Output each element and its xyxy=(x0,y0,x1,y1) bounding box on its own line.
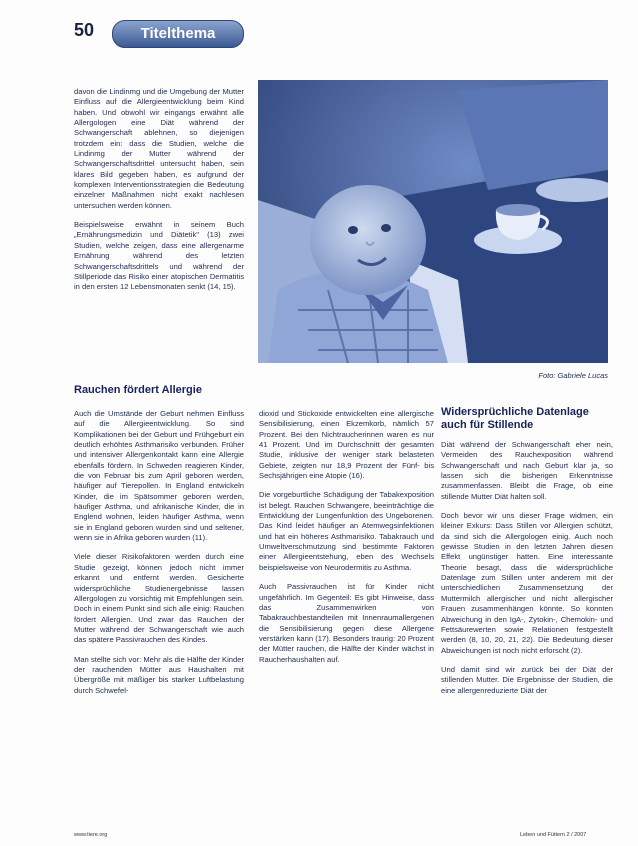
heading-rauchen: Rauchen fördert Allergie xyxy=(74,384,202,396)
section-pill xyxy=(112,20,244,48)
section-title: Titelthema xyxy=(140,25,216,42)
paragraph: dioxid und Stickoxide entwickelten eine allergische Sensibilisierung, einen Ekzemkorb, nämlich 57 Prozent. Bei den Nichtraucherinnen waren es nur 41 Prozent. Und im Durchschnitt der gesamten Studie, inklusive der weniger stark belasteten Gebiete, zeigten nur 18,9 Prozent der Fünf- bis Sechsjährigen eine Atopie (16). xyxy=(259,409,434,481)
column-2 xyxy=(259,409,434,674)
column-1-bottom xyxy=(74,409,244,705)
column-1-top xyxy=(74,87,244,302)
photo-credit: Foto: Gabriele Lucas xyxy=(538,371,608,380)
heading-datenlage: Widersprüchliche Datenlage auch für Stillende xyxy=(441,406,589,431)
paragraph: Die vorgeburtliche Schädigung der Tabakexposition ist belegt. Rauchen Schwangere, beeinträchtige die Entwicklung der Lungenfunktion des Ungeborenen. Das Kind leidet häufiger an Atemwegsinfektionen und hat ein höheres Asthmarisiko. Tabakrauch und Umweltverschmutzung sind bestimmte Faktoren einer Allergieentstehung, eben des Wechsels beispielsweise von Neurodermitis zu Asthma. xyxy=(259,490,434,572)
paragraph: davon die Lindinmg und die Umgebung der Mutter Einfluss auf die Allergieentwicklung beim Kind haben. Und obwohl wir eingangs erwähnt alle Allergologen eine Diät während der Schwangerschaft ablehnen, so diejenigen trotzdem ein: dass die Studien, welche die Lindinmg der Mutter während der Schwangerschaftsdrittel untersucht haben, sein klares Bild gegeben haben, es aufgrund der komplexen Interventionsstrategien die Bedeutung einzelner Maßnahmen nicht exakt nachlesen untersuchen werden können. xyxy=(74,87,244,210)
paragraph: Doch bevor wir uns dieser Frage widmen, ein kleiner Exkurs: Dass Stillen vor Allergien schützt, da sind sich die Allergologen einig. Auch noch gewisse Studien in den letzten Jahren diesen Effekt ungünstiger hatten. Eine interessante Theorie besagt, dass die widersprüchliche Datenlage zum Stillen unter anderem mit der unterschiedlichen Zusammensetzung der Muttermilch allergischer und nicht allergischer Frauen zusammenhängen könnte. So konnten Abweichung in den IgA-, Zytokin-, Chemokin- und Fettsäurewerten sowie Relationen festgestellt werden (8, 10, 20, 21, 22). Die Bedeutung dieser Abweichungen ist noch nicht erforscht (2). xyxy=(441,511,613,655)
paragraph: Auch die Umstände der Geburt nehmen Einfluss auf die Allergieentwicklung. So sind Komplikationen bei der Geburt und Frühgeburt ein deutlich erhöhtes Asthmarisiko verbunden. Früher und intensiver Allergenkontakt kann eine Allergie ebenfalls fördern. In Schweden reagieren Kinder, die von Februar bis zum April geboren werden, häufiger auf Tierepollen. In England entwickeln Kinder, die im Spätsommer geboren werden, häufiger Asthma, und afrikanische Kinder, die in Englend wohnen, leiden häufiger Asthma, wenn sie in England geboren wurden sind und seltener, wenn sie in Afrika geboren wurden (11). xyxy=(74,409,244,543)
baby-photo xyxy=(258,80,608,363)
paragraph: Und damit sind wir zurück bei der Diät der stillenden Mutter. Die Ergebnisse der Studien, die eine allergenreduzierte Diät der xyxy=(441,664,613,695)
column-3 xyxy=(441,440,613,705)
footer-left: www.tiere.org xyxy=(74,832,108,838)
paragraph: Man stellte sich vor: Mehr als die Hälfte der Kinder der rauchenden Mütter aus Haushalten mit Übergröße mit mäßiger bis starker Luftbelastung durch Schwefel- xyxy=(74,654,244,695)
paragraph: Auch Passivrauchen ist für Kinder nicht ungefährlich. Im Gegenteil: Es gibt Hinweise, dass das Zusammenwirken von Tabakrauchbestandteilen mit Innenraumallergenen die Sensibilisierung gegen diese Allergene verstärken kann (17). Besonders traurig: 20 Prozent der Mütter rauchen, die Hälfte der Kinder wächst in Raucherhaushalten auf. xyxy=(259,582,434,664)
footer-right: Leben und Füttern 2 / 2007 xyxy=(520,832,587,838)
paragraph: Diät während der Schwangerschaft eher nein, Vermeiden des Rauchexposition während Schwangerschaft und nach Geburt klar ja, so lassen sich die bisherigen Erkenntnisse zusammenfassen. Bleibt die Frage, ob eine stillende Mutter Diät halten soll. xyxy=(441,440,613,501)
paragraph: Viele dieser Risikofaktoren werden durch eine Studie gezeigt, können jedoch nicht immer erkannt und entfernt werden. Gesicherte widersprüchliche Studienergebnisse lassen Allergologen zu vorsichtig mit Empfehlungen sein. Doch in einem Punkt sind sich alle einig: Rauchen fördert Allergien. Und zwar das Rauchen der Mutter während der Schwangerschaft wie auch das spätere Passivrauchen des Kindes. xyxy=(74,552,244,645)
page-number: 50 xyxy=(74,20,95,40)
paragraph: Beispielsweise erwähnt in seinem Buch „Ernährungsmedizin und Diätetik" (13) zwei Studien, welche zeigen, dass eine allergenarme Ernährung während des letzten Schwangerschaftsdrittels und während der Stillperiode das Risiko einer atopischen Dermatitis in den ersten 12 Lebensmonaten senkt (14, 15). xyxy=(74,220,244,292)
baby-photo-image xyxy=(258,80,608,363)
